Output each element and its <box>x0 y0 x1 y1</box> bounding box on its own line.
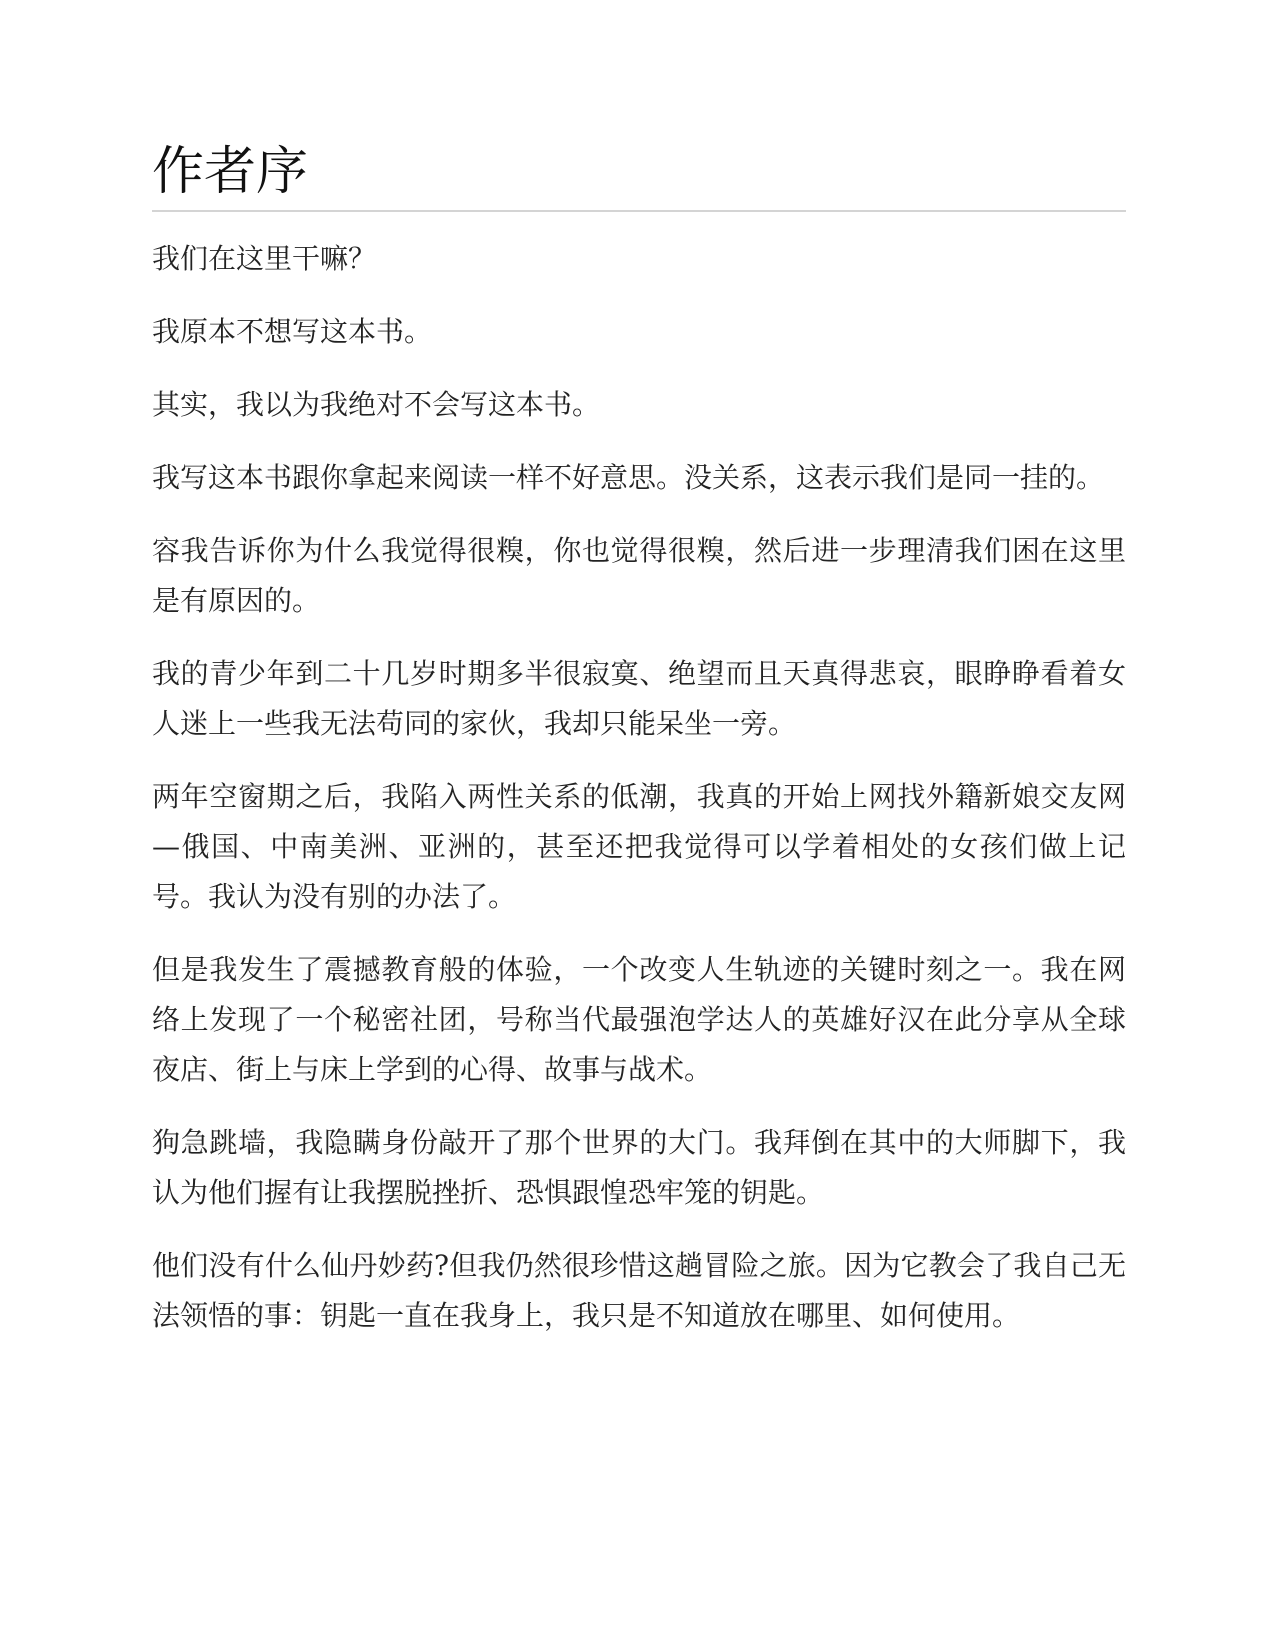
paragraph: 狗急跳墙，我隐瞒身份敲开了那个世界的大门。我拜倒在其中的大师脚下，我认为他们握有让我摆脱挫折、恐惧跟惶恐牢笼的钥匙。 <box>152 1126 1126 1209</box>
body-text <box>152 234 1126 1341</box>
paragraph: 我的青少年到二十几岁时期多半很寂寞、绝望而且天真得悲哀，眼睁睁看着女人迷上一些我无法苟同的家伙，我却只能呆坐一旁。 <box>152 657 1126 740</box>
paragraph: 我原本不想写这本书。 <box>152 315 433 348</box>
document-page <box>152 138 1126 1364</box>
paragraph: 容我告诉你为什么我觉得很糗，你也觉得很糗，然后进一步理清我们困在这里是有原因的。 <box>152 534 1126 617</box>
paragraph: 我们在这里干嘛？ <box>152 242 377 275</box>
paragraph: 其实，我以为我绝对不会写这本书。 <box>152 388 601 421</box>
paragraph: 但是我发生了震撼教育般的体验，一个改变人生轨迹的关键时刻之一。我在网络上发现了一个秘密社团，号称当代最强泡学达人的英雄好汉在此分享从全球夜店、街上与床上学到的心得、故事与战术。 <box>152 953 1126 1086</box>
paragraph: 他们没有什么仙丹妙药?但我仍然很珍惜这趟冒险之旅。因为它教会了我自己无法领悟的事：钥匙一直在我身上，我只是不知道放在哪里、如何使用。 <box>152 1249 1126 1332</box>
chapter-title: 作者序 <box>152 138 1126 212</box>
paragraph: 我写这本书跟你拿起来阅读一样不好意思。没关系，这表示我们是同一挂的。 <box>152 461 1105 494</box>
paragraph: 两年空窗期之后，我陷入两性关系的低潮，我真的开始上网找外籍新娘交友网—俄国、中南美洲、亚洲的，甚至还把我觉得可以学着相处的女孩们做上记号。我认为没有别的办法了。 <box>152 780 1126 913</box>
